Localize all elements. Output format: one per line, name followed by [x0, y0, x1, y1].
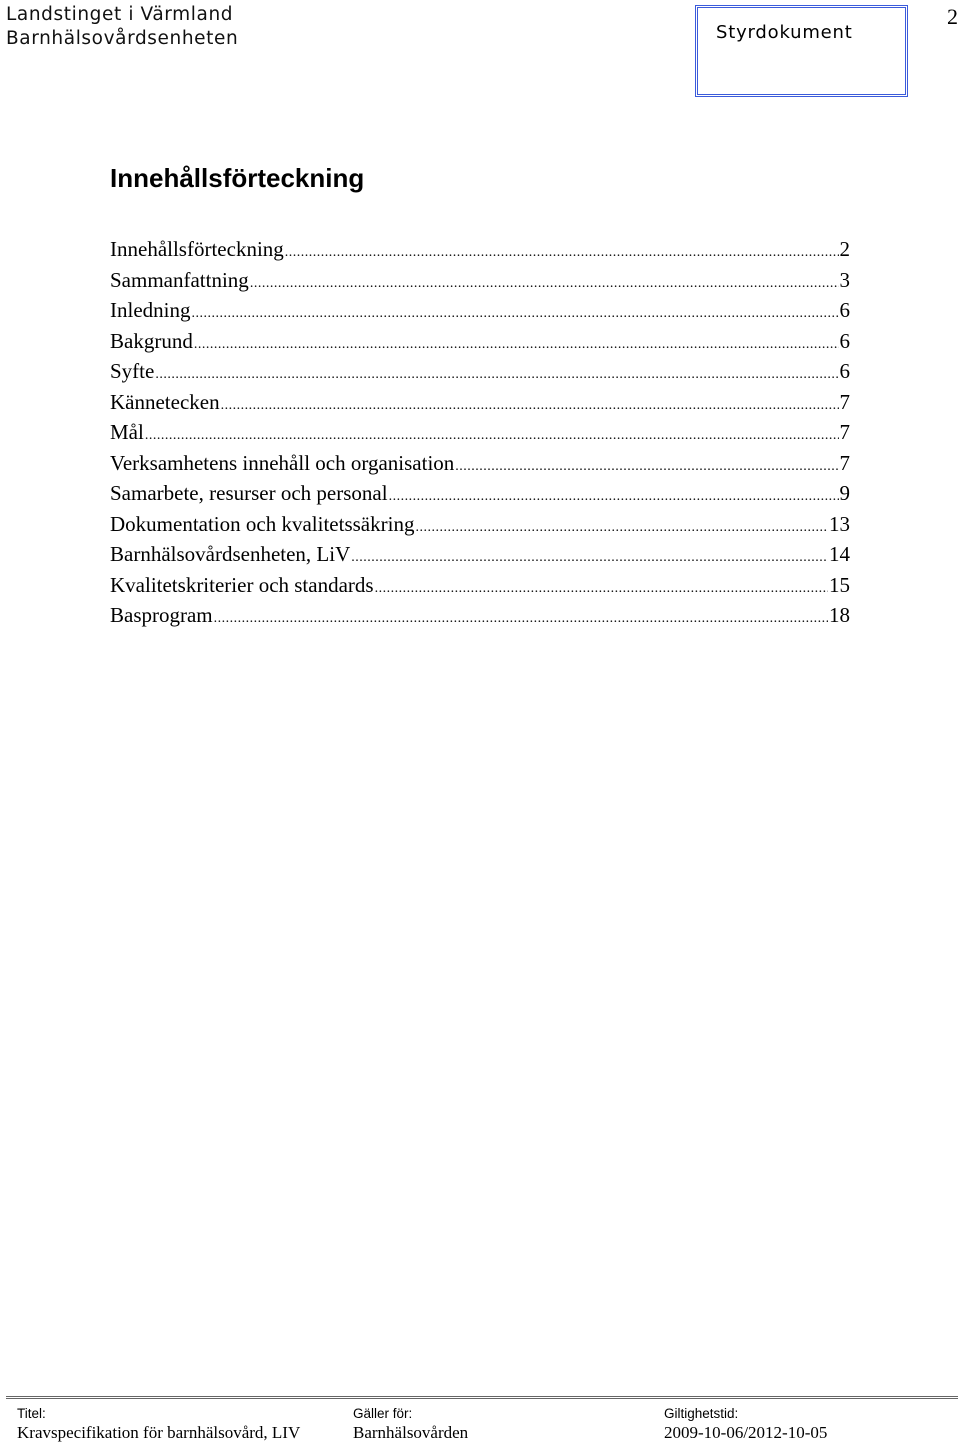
toc-entry-title: Kvalitetskriterier och standards — [110, 572, 374, 597]
toc-entry-page: 9 — [839, 481, 850, 505]
toc-entry-page: 7 — [839, 420, 850, 444]
toc-entry[interactable] — [110, 541, 850, 572]
toc-entry[interactable] — [110, 389, 850, 420]
footer-validity-block — [664, 1406, 827, 1444]
unit-name: Barnhälsovårdsenheten — [6, 28, 239, 49]
toc-entry-title: Basprogram — [110, 603, 213, 627]
toc-entry[interactable] — [110, 328, 850, 359]
document-type-box — [695, 5, 908, 97]
toc-entry[interactable] — [110, 267, 850, 298]
footer-applies-label: Gäller för: — [353, 1406, 413, 1421]
toc-entry[interactable] — [110, 419, 850, 450]
footer-title-block — [17, 1406, 300, 1444]
footer-title-label: Titel: — [17, 1406, 46, 1421]
toc-entry-title: Samarbete, resurser och personal — [110, 481, 388, 505]
toc-entry[interactable] — [110, 602, 850, 633]
toc-dot-leader — [155, 358, 838, 389]
footer-validity-label: Giltighetstid: — [664, 1406, 739, 1421]
toc-entry-page: 7 — [839, 450, 850, 475]
toc-entry-title: Innehållsförteckning — [110, 237, 284, 261]
toc-dot-leader — [221, 389, 839, 420]
toc-entry-title: Bakgrund — [110, 328, 193, 353]
toc-entry[interactable] — [110, 236, 850, 267]
toc-entry-title: Verksamhetens innehåll och organisation — [110, 450, 455, 475]
toc-entry-title: Kännetecken — [110, 389, 220, 414]
toc-entry-page: 7 — [839, 389, 850, 414]
table-of-contents — [110, 236, 850, 633]
toc-entry-title: Sammanfattning — [110, 267, 249, 292]
organization-name: Landstinget i Värmland — [6, 4, 234, 25]
toc-dot-leader — [191, 297, 838, 328]
toc-dot-leader — [389, 480, 839, 511]
toc-entry-title: Mål — [110, 420, 144, 444]
toc-dot-leader — [285, 236, 839, 267]
toc-entry[interactable] — [110, 450, 850, 481]
toc-entry-page: 13 — [829, 511, 850, 536]
toc-dot-leader — [214, 602, 828, 633]
toc-dot-leader — [415, 511, 828, 542]
footer-applies-block — [353, 1406, 468, 1444]
footer-applies-value: Barnhälsovården — [353, 1423, 469, 1442]
toc-heading: Innehållsförteckning — [110, 163, 365, 193]
toc-dot-leader — [250, 267, 839, 298]
toc-entry-page: 6 — [839, 298, 850, 322]
footer-validity-value: 2009-10-06/2012-10-05 — [664, 1423, 828, 1442]
document-type-label: Styrdokument — [716, 22, 853, 43]
page-number: 2 — [947, 4, 958, 29]
toc-entry[interactable] — [110, 297, 850, 328]
toc-entry-page: 14 — [829, 542, 850, 566]
toc-entry-title: Dokumentation och kvalitetssäkring — [110, 511, 415, 536]
toc-entry-title: Syfte — [110, 359, 155, 383]
toc-dot-leader — [375, 572, 828, 603]
toc-dot-leader — [194, 328, 839, 359]
toc-entry-page: 18 — [829, 603, 850, 627]
toc-dot-leader — [455, 450, 838, 481]
toc-entry[interactable] — [110, 511, 850, 542]
toc-dot-leader — [145, 419, 839, 450]
toc-entry-page: 6 — [839, 359, 850, 383]
footer-divider — [6, 1396, 958, 1399]
toc-entry[interactable] — [110, 358, 850, 389]
toc-dot-leader — [351, 541, 828, 572]
toc-entry-page: 2 — [839, 237, 850, 261]
toc-entry-page: 6 — [839, 328, 850, 353]
toc-entry-page: 15 — [829, 572, 850, 597]
footer-title-value: Kravspecifikation för barnhälsovård, LIV — [17, 1423, 301, 1442]
toc-entry-title: Barnhälsovårdsenheten, LiV — [110, 542, 351, 566]
toc-entry[interactable] — [110, 572, 850, 603]
toc-entry-title: Inledning — [110, 298, 191, 322]
header-organization — [6, 3, 238, 51]
toc-entry-page: 3 — [839, 267, 850, 292]
toc-entry[interactable] — [110, 480, 850, 511]
